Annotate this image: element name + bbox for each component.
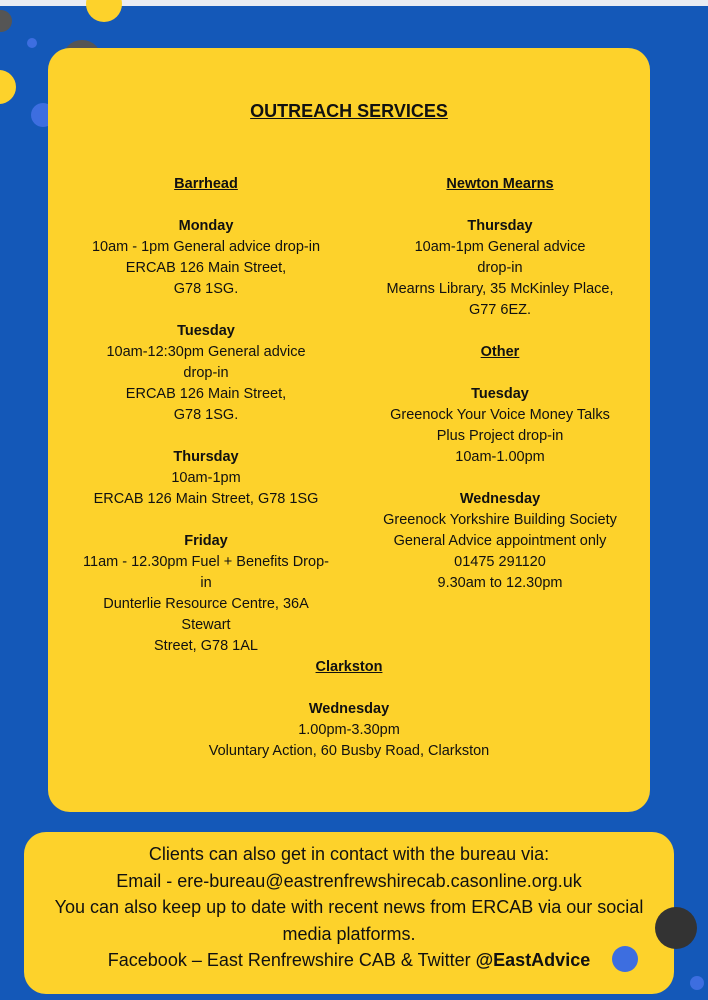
other-wednesday-day: Wednesday xyxy=(459,491,541,507)
footer-line-contact: Clients can also get in contact with the bureau via: xyxy=(148,844,550,864)
barrhead-thursday-day: Thursday xyxy=(173,449,239,465)
decorative-dot-blue-small xyxy=(27,38,37,48)
footer-line-platforms: media platforms. xyxy=(282,923,416,944)
barrhead-friday-line: 11am - 12.30pm Fuel + Benefits Drop-in xyxy=(83,554,329,591)
decorative-dot-yellow-left xyxy=(0,70,16,104)
footer-line-email[interactable]: Email - ere-bureau@eastrenfrewshirecab.casonline.org.uk xyxy=(116,870,582,891)
right-column xyxy=(366,174,634,594)
other-heading: Other xyxy=(480,344,520,360)
barrhead-thursday-line: 10am-1pm xyxy=(171,470,241,486)
barrhead-monday-line: ERCAB 126 Main Street, xyxy=(125,260,287,276)
other-tuesday-line: Plus Project drop-in xyxy=(436,428,564,444)
barrhead-tuesday-line: 10am-12:30pm General advice xyxy=(106,344,306,360)
barrhead-monday-line: G78 1SG. xyxy=(173,281,239,297)
barrhead-friday-line: Street, G78 1AL xyxy=(154,638,258,654)
clarkston-line: Voluntary Action, 60 Busby Road, Clarkston xyxy=(208,743,490,759)
newton-mearns-line: Mearns Library, 35 McKinley Place, xyxy=(386,281,614,297)
twitter-handle-link[interactable]: @EastAdvice xyxy=(475,950,591,970)
barrhead-tuesday-day: Tuesday xyxy=(177,323,235,339)
clarkston-wednesday-day: Wednesday xyxy=(308,701,390,717)
barrhead-tuesday-line: ERCAB 126 Main Street, xyxy=(125,386,287,402)
decorative-dot-blue-right xyxy=(612,946,638,972)
contact-footer xyxy=(24,832,674,994)
newton-mearns-line: 10am-1pm General advice xyxy=(414,239,586,255)
barrhead-friday-day: Friday xyxy=(184,533,228,549)
decorative-dot-grey-right xyxy=(655,907,697,949)
other-tuesday-day: Tuesday xyxy=(471,386,529,402)
outreach-card xyxy=(48,48,650,812)
barrhead-thursday-line: ERCAB 126 Main Street, G78 1SG xyxy=(93,491,319,507)
other-wednesday-line: General Advice appointment only xyxy=(393,533,607,549)
barrhead-monday-day: Monday xyxy=(178,218,234,234)
decorative-dot-yellow xyxy=(86,0,122,22)
other-wednesday-line: 01475 291120 xyxy=(454,554,546,570)
newton-mearns-heading: Newton Mearns xyxy=(446,176,554,192)
other-wednesday-line: Greenock Yorkshire Building Society xyxy=(383,512,617,528)
newton-mearns-line: drop-in xyxy=(477,260,523,276)
page-title: OUTREACH SERVICES xyxy=(250,101,448,121)
footer-line-news: You can also keep up to date with recent news from ERCAB via our social xyxy=(54,897,644,917)
barrhead-tuesday-line: drop-in xyxy=(183,365,229,381)
clarkston-section xyxy=(48,657,650,762)
other-tuesday-line: Greenock Your Voice Money Talks xyxy=(390,407,610,423)
barrhead-heading: Barrhead xyxy=(174,176,238,192)
decorative-dot-grey xyxy=(0,10,12,32)
other-wednesday-line: 9.30am to 12.30pm xyxy=(437,575,563,591)
barrhead-tuesday-line: G78 1SG. xyxy=(173,407,239,423)
barrhead-friday-line: Dunterlie Resource Centre, 36A Stewart xyxy=(103,596,309,633)
newton-mearns-thursday-day: Thursday xyxy=(467,218,533,234)
footer-social-text: Facebook – East Renfrewshire CAB & Twitter xyxy=(107,950,476,970)
other-tuesday-line: 10am-1.00pm xyxy=(455,449,545,465)
barrhead-monday-line: 10am - 1pm General advice drop-in xyxy=(91,239,321,255)
clarkston-line: 1.00pm-3.30pm xyxy=(298,722,400,738)
decorative-dot-blue-corner xyxy=(690,976,704,990)
clarkston-heading: Clarkston xyxy=(315,659,383,675)
footer-line-social xyxy=(24,947,674,974)
newton-mearns-line: G77 6EZ. xyxy=(468,302,532,318)
barrhead-column xyxy=(78,174,334,657)
